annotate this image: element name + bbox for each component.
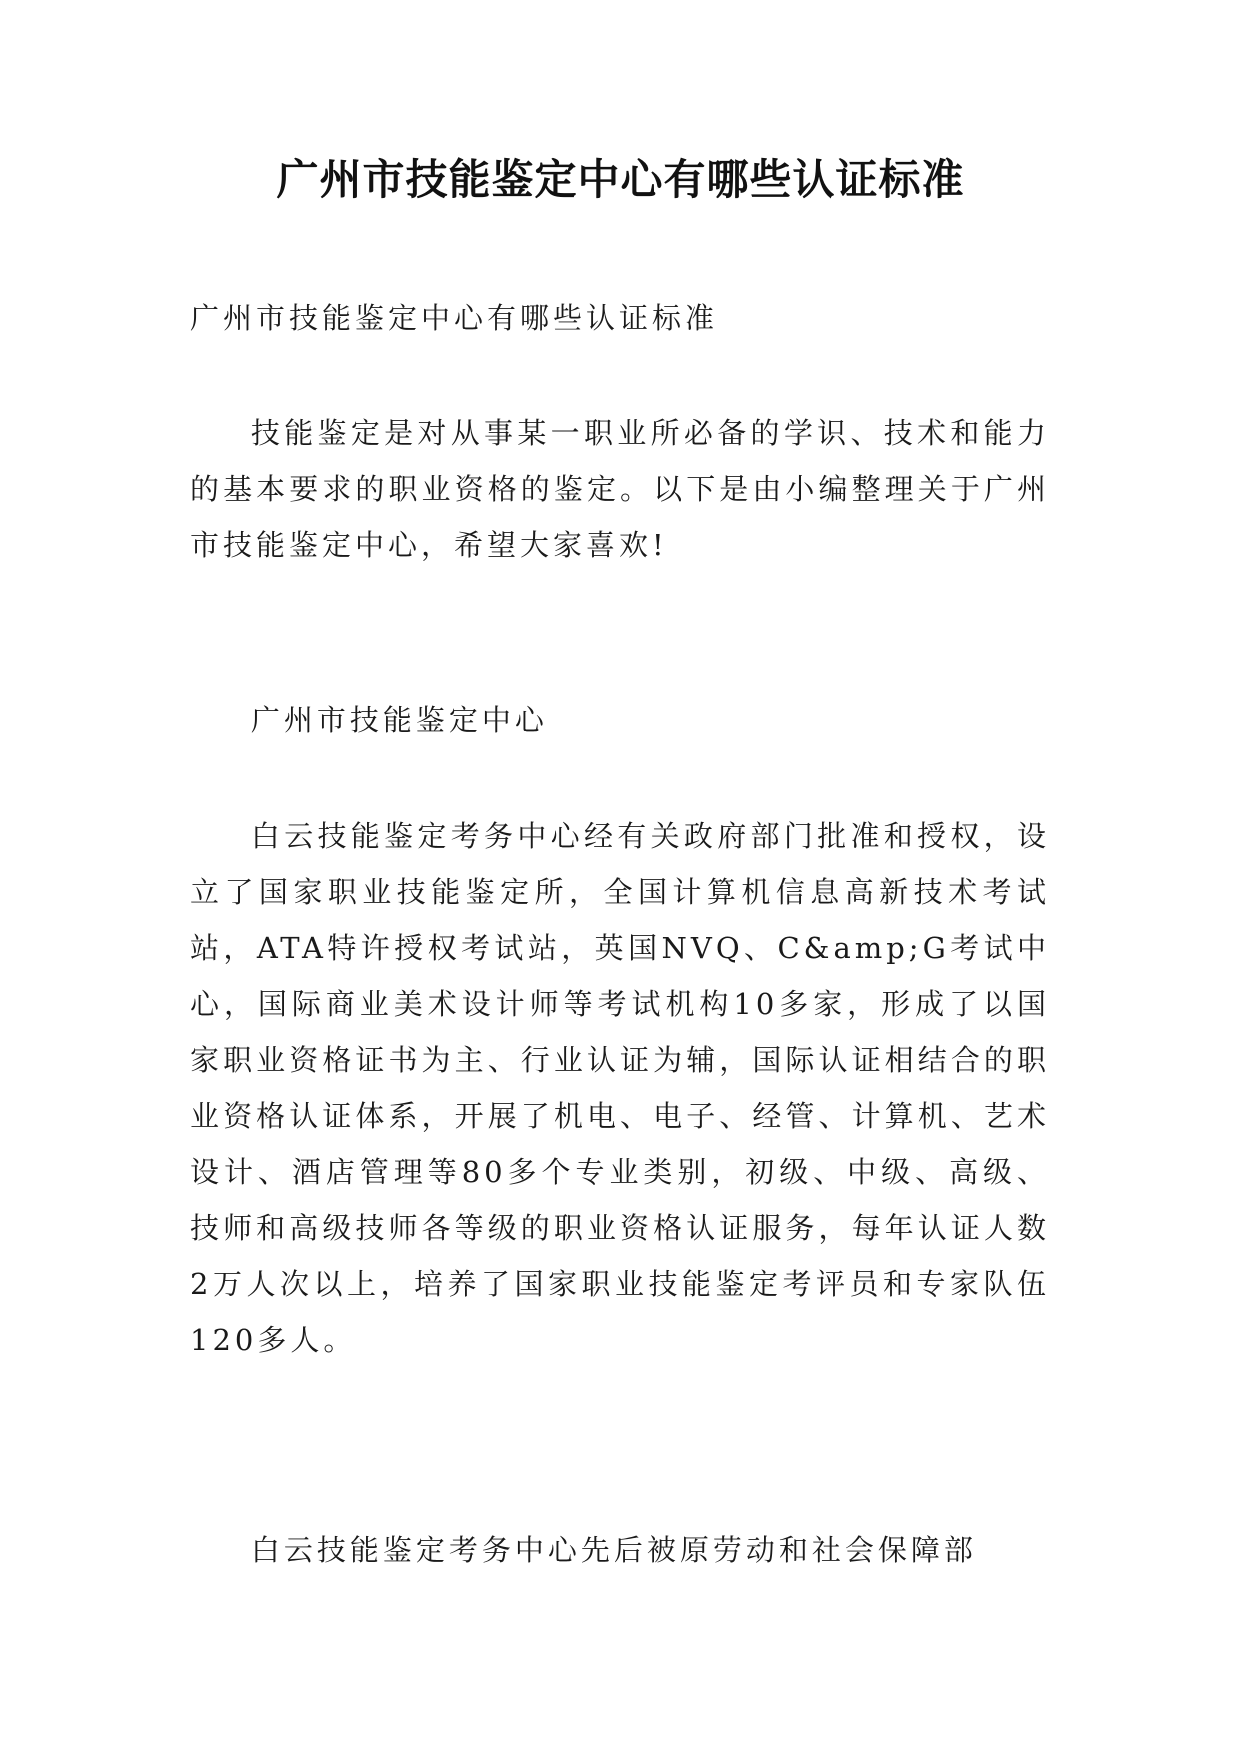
document-title: 广州市技能鉴定中心有哪些认证标准 xyxy=(276,155,965,204)
section-heading: 广州市技能鉴定中心 xyxy=(250,703,548,737)
paragraph-intro: 技能鉴定是对从事某一职业所必备的学识、技术和能力的基本要求的职业资格的鉴定。以下是由小编整理关于广州市技能鉴定中心，希望大家喜欢! xyxy=(190,416,1050,562)
paragraph-baiyun-continued: 白云技能鉴定考务中心先后被原劳动和社会保障部 xyxy=(250,1533,977,1567)
document-subtitle: 广州市技能鉴定中心有哪些认证标准 xyxy=(190,301,719,335)
paragraph-baiyun-overview: 白云技能鉴定考务中心经有关政府部门批准和授权，设立了国家职业技能鉴定所，全国计算机信息高新技术考试站，ATA特许授权考试站，英国NVQ、C&amp;G考试中心，国际商业美术设计师等考试机构10多家，形成了以国家职业资格证书为主、行业认证为辅，国际认证相结合的职业资格认证体系，开展了机电、电子、经管、计算机、艺术设计、酒店管理等80多个专业类别，初级、中级、高级、技师和高级技师各等级的职业资格认证服务，每年认证人数2万人次以上，培养了国家职业技能鉴定考评员和专家队伍120多人。 xyxy=(190,819,1050,1357)
